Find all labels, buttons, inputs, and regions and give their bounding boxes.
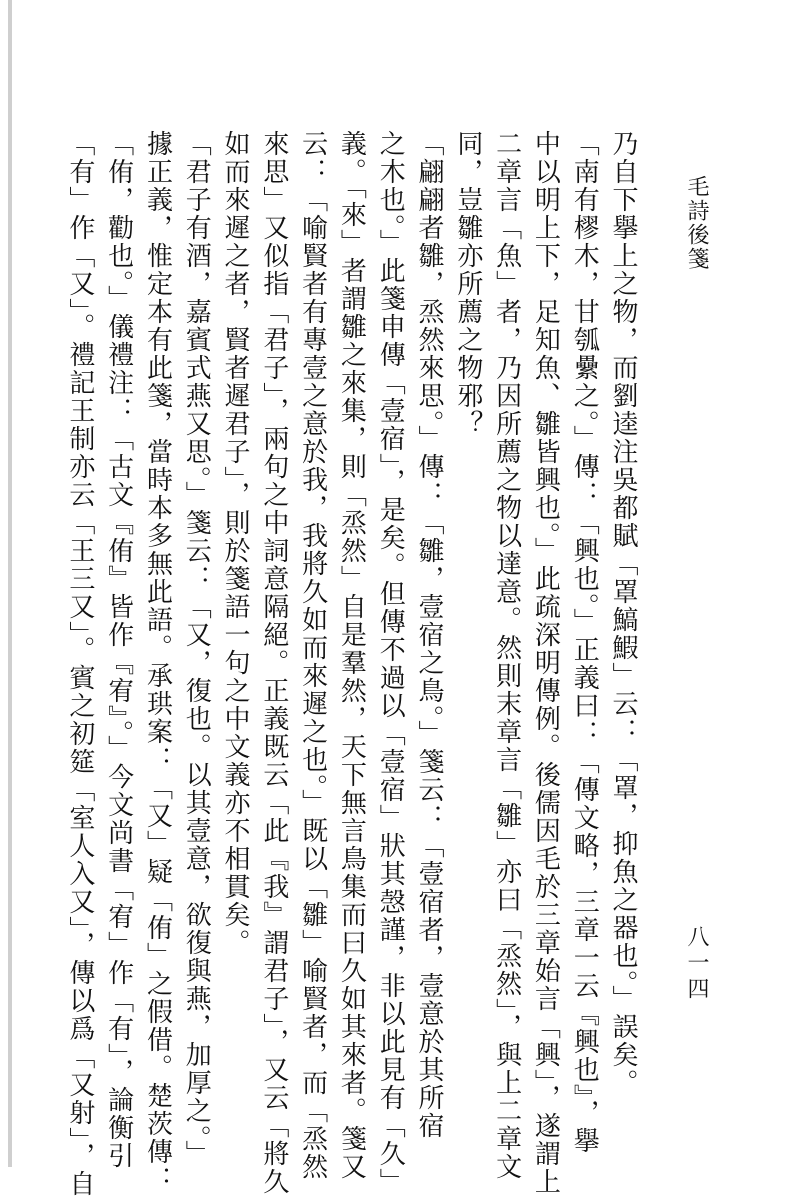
- text-column: 中以明上下，足知魚、雛皆興也。」此疏深明傳例。後儒因毛於三章始言「興」，遂謂上: [530, 130, 561, 1196]
- page-binding-edge: [8, 0, 12, 1167]
- text-column: 之木也。」此箋申傳「壹宿」，是矣。但傳不過以「壹宿」狀其愨謹，非以此見有「久」: [375, 130, 406, 1196]
- running-head: 毛詩後箋: [684, 175, 709, 271]
- text-column: 云：「喻賢者有專壹之意於我，我將久如而來遲之也。」既以「雛」喻賢者，而「烝然: [297, 130, 328, 1181]
- text-column: 「君子有酒，嘉賓式燕又思。」箋云：「又，復也。以其壹意，欲復與燕，加厚之。」: [181, 130, 212, 1168]
- main-text: [64, 130, 642, 1198]
- text-column: 同，豈雛亦所薦之物邪？: [452, 130, 483, 438]
- text-column: 來思」又似指「君子」，兩句之中詞意隔絕。正義既云「此『我』謂君子」，又云「將久: [258, 130, 289, 1196]
- text-column: 據正義，惟定本有此箋，當時本多無此語。承珙案：「又」疑「侑」之假借。楚茨傳：: [142, 130, 173, 1194]
- text-column: 「有」作「又」。禮記王制亦云「王三又」。賓之初筵「室人入又」，傳以爲「又射」，自: [64, 130, 95, 1198]
- text-column: 「翩翩者雛，烝然來思。」傳：「雛，壹宿之鳥。」箋云：「壹宿者，壹意於其所宿: [414, 130, 445, 1140]
- text-column: 二章言「魚」者，乃因所薦之物以達意。然則末章言「雛」亦曰「烝然」，與上二章文: [491, 130, 522, 1181]
- text-column: 乃自下擧上之物，而劉逵注吳都賦「罩鰝鰕」云：「罩，抑魚之器也。」誤矣。: [608, 130, 638, 1097]
- text-column: 義。「來」者謂雛之來集，則「烝然」自是羣然，天下無言鳥集而曰久如其來者。箋又: [336, 130, 367, 1181]
- text-column: 「南有樛木，甘瓠纍之。」傳：「興也。」正義曰：「傳文略，三章一云『興也』，擧: [569, 130, 600, 1155]
- text-column: 如而來遲之者，賢者遲君子」，則於箋語一句之中文義亦不相貫矣。: [220, 130, 251, 957]
- page-number: 八一四: [684, 925, 709, 1003]
- text-column: 「侑，勸也。」儀禮注：「古文『侑』皆作『宥』。」今文尚書「宥」作「有」，論衡引: [103, 130, 134, 1170]
